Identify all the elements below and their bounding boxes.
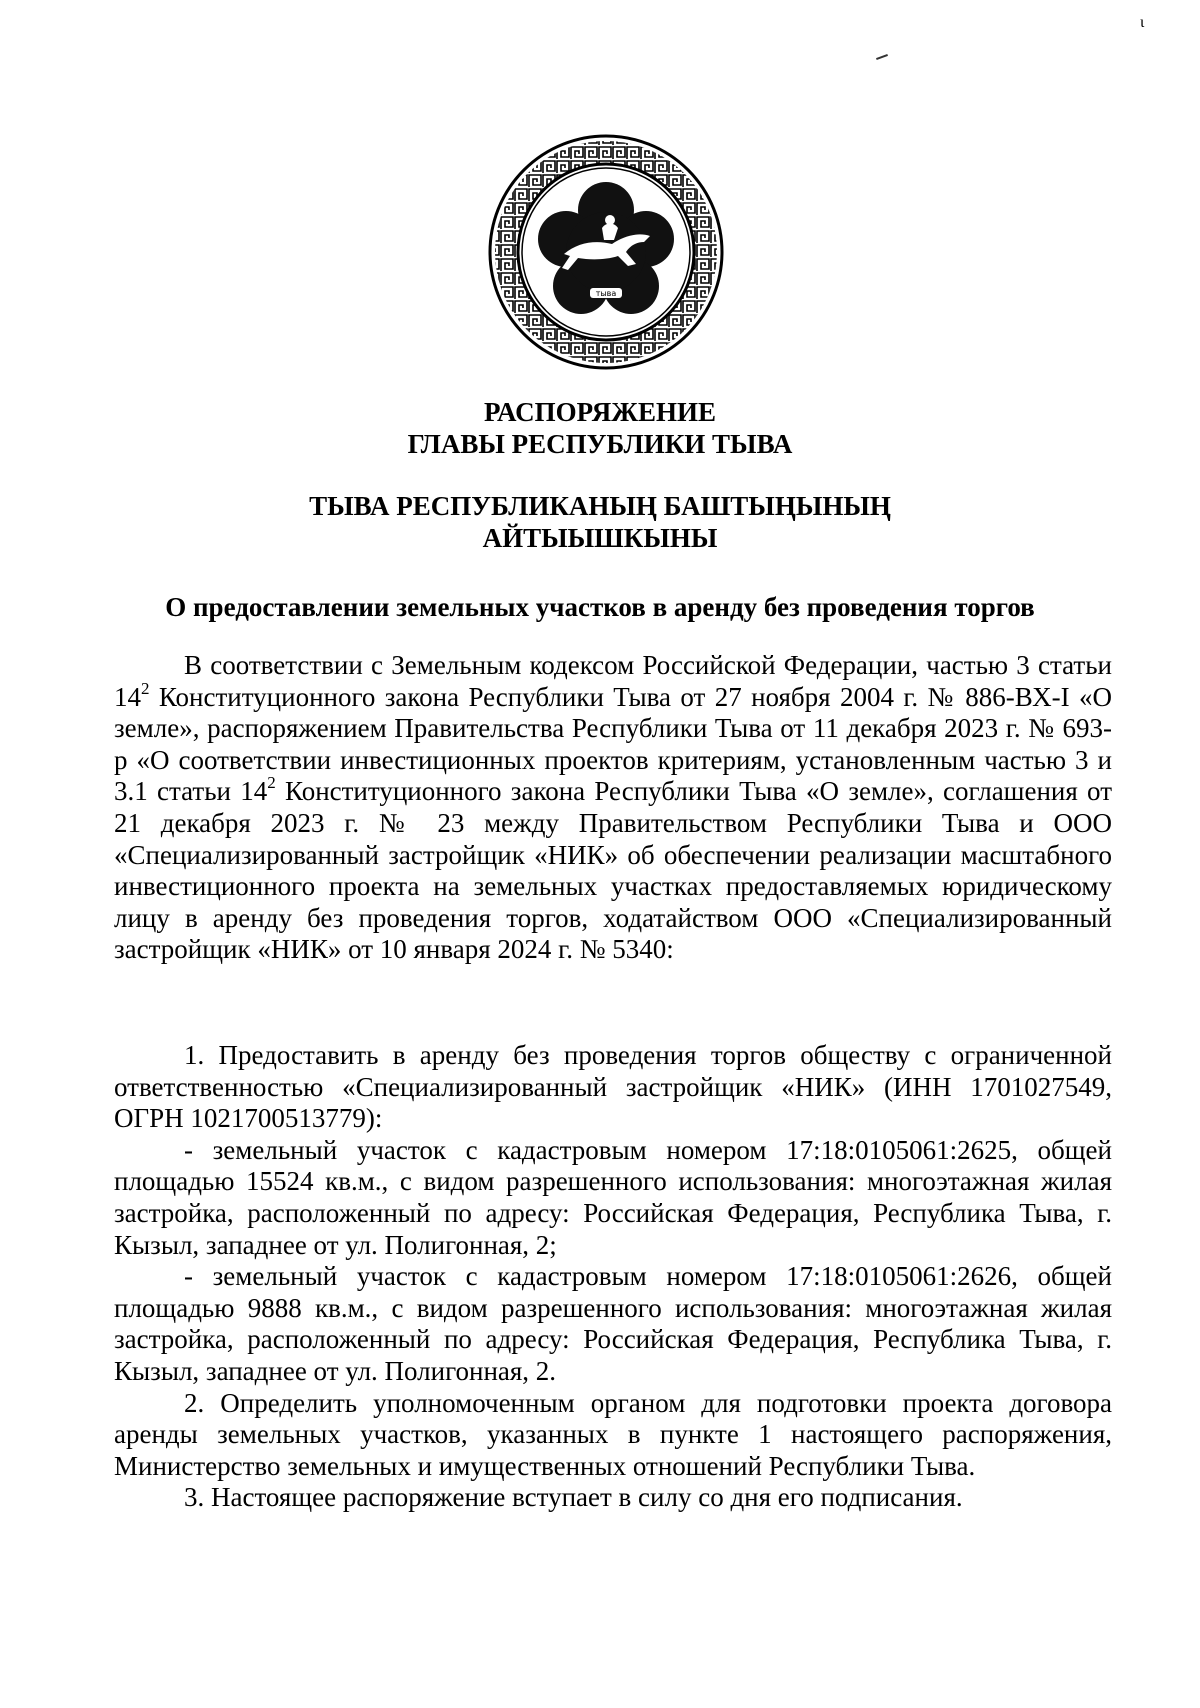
- document-title-tuvan: [0, 490, 1200, 554]
- title-line: АЙТЫЫШКЫНЫ: [482, 523, 718, 553]
- scan-artifact: [876, 54, 888, 60]
- title-line: ГЛАВЫ РЕСПУБЛИКИ ТЫВА: [407, 429, 793, 459]
- title-line: РАСПОРЯЖЕНИЕ: [483, 397, 717, 427]
- emblem-label: тыва: [595, 289, 617, 298]
- order-items: [114, 1040, 1112, 1514]
- list-item: - земельный участок с кадастровым номером 17:18:0105061:2626, общей площадью 9888 кв.м., с видом разрешенного использования: многоэтажная жилая застройка, расположенный по адресу: Российская Федерация, Республика Тыва, г. Кызыл, западнее от ул. Полигонная, 2.: [114, 1261, 1112, 1386]
- list-item: 1. Предоставить в аренду без проведения торгов обществу с ограниченной ответственностью «Специализированный застройщик «НИК» (ИНН 1701027549, ОГРН 1021700513779):: [114, 1040, 1112, 1134]
- corner-mark: ι: [1140, 14, 1145, 31]
- list-item: 3. Настоящее распоряжение вступает в силу со дня его подписания.: [184, 1482, 963, 1513]
- document-title: [0, 396, 1200, 460]
- emblem-icon: [486, 132, 726, 372]
- preamble-paragraph: В соответствии с Земельным кодексом Российской Федерации, частью 3 статьи $14^2$ Конституционного закона Республики Тыва от 27 ноября 2004 г. № 886-ВХ-I «О земле», распоряжением Правительства Республики Тыва от 11 декабря 2023 г. № 693-р «О соответствии инвестиционных проектов критериям, установленным частью 3 и 3.1 статьи $14^2$ Конституционного закона Республики Тыва «О земле», соглашения от 21 декабря 2023 г. № 23 между Правительством Республики Тыва и ООО «Специализированный застройщик «НИК» об обеспечении реализации масштабного инвестиционного проекта на земельных участках предоставляемых юридическому лицу в аренду без проведения торгов, ходатайством ООО «Специализированный застройщик «НИК» от 10 января 2024 г. № 5340:: [114, 650, 1112, 965]
- list-item: 2. Определить уполномоченным органом для подготовки проекта договора аренды земельных участков, указанных в пункте 1 настоящего распоряжения, Министерство земельных и имущественных отношений Республики Тыва.: [114, 1387, 1112, 1481]
- preamble: [114, 650, 1112, 966]
- list-item: - земельный участок с кадастровым номером 17:18:0105061:2625, общей площадью 15524 кв.м., с видом разрешенного использования: многоэтажная жилая застройка, расположенный по адресу: Российская Федерация, Республика Тыва, г. Кызыл, западнее от ул. Полигонная, 2;: [114, 1134, 1112, 1260]
- document-subject: О предоставлении земельных участков в аренду без проведения торгов: [165, 592, 1035, 622]
- title-line: ТЫВА РЕСПУБЛИКАНЫҢ БАШТЫҢЫНЫҢ: [309, 491, 891, 521]
